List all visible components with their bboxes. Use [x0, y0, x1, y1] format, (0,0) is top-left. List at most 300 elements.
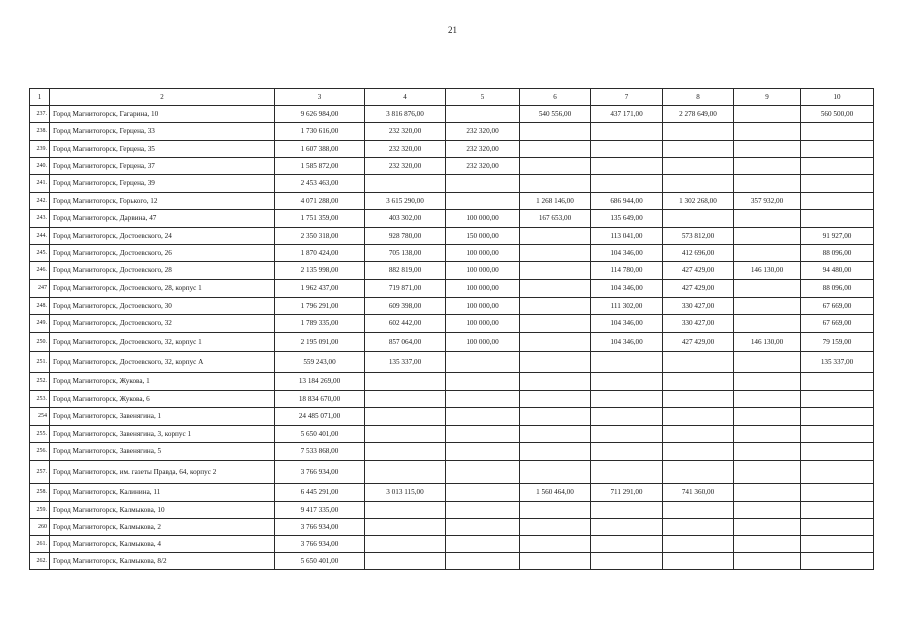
table-cell: 2 278 649,00 — [663, 106, 734, 123]
table-cell: 100 000,00 — [446, 315, 520, 333]
table-cell: 232 320,00 — [446, 158, 520, 175]
table-cell — [520, 228, 591, 245]
table-cell: 1 751 359,00 — [275, 210, 365, 228]
table-row — [30, 175, 874, 193]
table-cell: 67 669,00 — [801, 298, 874, 315]
table-cell: 232 320,00 — [365, 141, 446, 158]
table-cell — [446, 352, 520, 373]
table-cell — [591, 123, 663, 141]
table-cell: 741 360,00 — [663, 484, 734, 502]
table-cell — [446, 175, 520, 193]
table-cell — [365, 175, 446, 193]
table-cell: Город Магнитогорск, Завенягина, 3, корпус 1 — [50, 426, 275, 443]
table-cell: 232 320,00 — [446, 141, 520, 158]
table-cell: 609 398,00 — [365, 298, 446, 315]
table-row — [30, 373, 874, 391]
table-cell: Город Магнитогорск, Калмыкова, 8/2 — [50, 553, 275, 570]
table-cell: Город Магнитогорск, Горького, 12 — [50, 193, 275, 210]
table-cell — [520, 141, 591, 158]
table-cell: 91 927,00 — [801, 228, 874, 245]
table-cell: 427 429,00 — [663, 280, 734, 298]
table-cell: 573 812,00 — [663, 228, 734, 245]
table-cell: 247 — [30, 280, 50, 298]
table-cell — [734, 426, 801, 443]
table-cell — [365, 461, 446, 484]
table-cell — [446, 484, 520, 502]
table-cell: 244. — [30, 228, 50, 245]
table-cell — [520, 352, 591, 373]
table-cell: 167 653,00 — [520, 210, 591, 228]
table-cell — [734, 502, 801, 519]
table-cell — [801, 502, 874, 519]
table-cell: 857 064,00 — [365, 333, 446, 352]
table-cell: 560 500,00 — [801, 106, 874, 123]
header-cell: 3 — [275, 89, 365, 106]
table-cell — [663, 141, 734, 158]
header-cell: 6 — [520, 89, 591, 106]
table-cell: 7 533 868,00 — [275, 443, 365, 461]
table-cell — [801, 443, 874, 461]
table-cell: Город Магнитогорск, Калмыкова, 4 — [50, 536, 275, 553]
table-cell — [734, 391, 801, 408]
table-cell — [734, 175, 801, 193]
table-cell: Город Магнитогорск, Герцена, 39 — [50, 175, 275, 193]
table-cell: 686 944,00 — [591, 193, 663, 210]
table-cell — [801, 391, 874, 408]
table-cell: 13 184 269,00 — [275, 373, 365, 391]
header-cell: 5 — [446, 89, 520, 106]
table-cell: 9 417 335,00 — [275, 502, 365, 519]
table-cell — [663, 502, 734, 519]
table-cell — [446, 106, 520, 123]
table-cell — [591, 391, 663, 408]
table-cell: 240. — [30, 158, 50, 175]
table-cell — [365, 502, 446, 519]
table-row — [30, 280, 874, 298]
table-cell: 100 000,00 — [446, 210, 520, 228]
table-cell — [520, 123, 591, 141]
table-cell: Город Магнитогорск, Калмыкова, 10 — [50, 502, 275, 519]
table-cell — [801, 536, 874, 553]
table-cell: 150 000,00 — [446, 228, 520, 245]
table-cell — [734, 298, 801, 315]
table-cell: 262. — [30, 553, 50, 570]
table-cell: 104 346,00 — [591, 333, 663, 352]
table-cell: 6 445 291,00 — [275, 484, 365, 502]
table-row — [30, 141, 874, 158]
table-cell — [663, 461, 734, 484]
table-cell — [734, 245, 801, 262]
table-cell — [365, 426, 446, 443]
table-cell — [520, 298, 591, 315]
table-cell — [801, 373, 874, 391]
table-cell: 260 — [30, 519, 50, 536]
table-cell — [520, 333, 591, 352]
table-cell — [663, 553, 734, 570]
table-cell: 3 816 876,00 — [365, 106, 446, 123]
header-cell: 9 — [734, 89, 801, 106]
table-cell — [365, 373, 446, 391]
table-cell — [591, 141, 663, 158]
table-cell: Город Магнитогорск, Достоевского, 32 — [50, 315, 275, 333]
table-cell: 3 766 934,00 — [275, 461, 365, 484]
table-cell — [801, 484, 874, 502]
table-cell — [446, 408, 520, 426]
table-cell: 427 429,00 — [663, 333, 734, 352]
table-cell: 88 096,00 — [801, 245, 874, 262]
table-cell — [801, 461, 874, 484]
table-cell — [801, 175, 874, 193]
table-cell — [801, 210, 874, 228]
table-cell: 94 480,00 — [801, 262, 874, 280]
table-cell: 100 000,00 — [446, 262, 520, 280]
table-row — [30, 536, 874, 553]
table-cell — [365, 443, 446, 461]
table-cell: 242. — [30, 193, 50, 210]
table-cell: Город Магнитогорск, Достоевского, 26 — [50, 245, 275, 262]
table-row — [30, 210, 874, 228]
table-cell — [446, 443, 520, 461]
table-row — [30, 391, 874, 408]
data-table — [29, 88, 874, 570]
table-cell — [365, 391, 446, 408]
table-cell — [663, 443, 734, 461]
table-cell — [591, 175, 663, 193]
table-cell — [520, 519, 591, 536]
table-cell — [734, 408, 801, 426]
table-cell — [520, 262, 591, 280]
table-row — [30, 315, 874, 333]
table-row — [30, 461, 874, 484]
table-cell — [365, 408, 446, 426]
table-cell: 330 427,00 — [663, 298, 734, 315]
table-cell: Город Магнитогорск, Калинина, 11 — [50, 484, 275, 502]
table-cell: 237. — [30, 106, 50, 123]
table-cell — [663, 536, 734, 553]
table-cell — [520, 175, 591, 193]
table-cell — [734, 352, 801, 373]
table-cell: 1 962 437,00 — [275, 280, 365, 298]
table-cell: 403 302,00 — [365, 210, 446, 228]
table-cell: Город Магнитогорск, им. газеты Правда, 64, корпус 2 — [50, 461, 275, 484]
table-cell: 249. — [30, 315, 50, 333]
table-cell: 412 696,00 — [663, 245, 734, 262]
table-cell — [591, 443, 663, 461]
table-cell — [663, 158, 734, 175]
table-cell — [591, 158, 663, 175]
table-cell: 1 585 872,00 — [275, 158, 365, 175]
table-cell — [520, 408, 591, 426]
table-row — [30, 408, 874, 426]
table-cell — [734, 141, 801, 158]
table-cell: 559 243,00 — [275, 352, 365, 373]
table-cell: 24 485 071,00 — [275, 408, 365, 426]
table-cell — [734, 106, 801, 123]
table-row — [30, 193, 874, 210]
table-cell — [734, 443, 801, 461]
table-cell: Город Магнитогорск, Гагарина, 10 — [50, 106, 275, 123]
table-cell: 246. — [30, 262, 50, 280]
table-cell — [801, 123, 874, 141]
table-cell — [446, 536, 520, 553]
table-cell: 5 650 401,00 — [275, 553, 365, 570]
table-cell: 437 171,00 — [591, 106, 663, 123]
table-cell: 232 320,00 — [365, 158, 446, 175]
table-cell — [520, 426, 591, 443]
table-cell: 259. — [30, 502, 50, 519]
table-cell: 3 766 934,00 — [275, 536, 365, 553]
table-cell: Город Магнитогорск, Герцена, 33 — [50, 123, 275, 141]
table-cell — [734, 228, 801, 245]
table-row — [30, 502, 874, 519]
table-row — [30, 245, 874, 262]
table-cell — [591, 553, 663, 570]
table-cell: 1 789 335,00 — [275, 315, 365, 333]
table-cell: 79 159,00 — [801, 333, 874, 352]
table-cell: 9 626 984,00 — [275, 106, 365, 123]
table-cell — [520, 280, 591, 298]
table-cell: 243. — [30, 210, 50, 228]
table-cell — [663, 426, 734, 443]
header-cell: 7 — [591, 89, 663, 106]
table-cell: 245. — [30, 245, 50, 262]
table-cell — [520, 373, 591, 391]
table-row — [30, 333, 874, 352]
page-number: 21 — [448, 25, 457, 35]
table-row — [30, 484, 874, 502]
table-cell: 2 195 091,00 — [275, 333, 365, 352]
table-cell: 2 135 998,00 — [275, 262, 365, 280]
table-cell: 261. — [30, 536, 50, 553]
table-cell: 241. — [30, 175, 50, 193]
table-cell: 239. — [30, 141, 50, 158]
table-cell — [663, 175, 734, 193]
table-row — [30, 553, 874, 570]
table-cell: 928 780,00 — [365, 228, 446, 245]
table-cell: 232 320,00 — [446, 123, 520, 141]
table-cell: 5 650 401,00 — [275, 426, 365, 443]
table-row — [30, 228, 874, 245]
table-cell — [734, 536, 801, 553]
table-cell — [365, 536, 446, 553]
table-cell: 258. — [30, 484, 50, 502]
table-cell — [520, 536, 591, 553]
table-cell: 67 669,00 — [801, 315, 874, 333]
table-cell: 4 071 288,00 — [275, 193, 365, 210]
table-row — [30, 158, 874, 175]
table-cell: Город Магнитогорск, Герцена, 37 — [50, 158, 275, 175]
table-cell: Город Магнитогорск, Жукова, 1 — [50, 373, 275, 391]
table-cell: 2 350 318,00 — [275, 228, 365, 245]
table-cell — [520, 553, 591, 570]
table-cell: 104 346,00 — [591, 280, 663, 298]
table-cell: 1 607 388,00 — [275, 141, 365, 158]
table-cell — [734, 315, 801, 333]
table-row — [30, 426, 874, 443]
table-cell: 1 268 146,00 — [520, 193, 591, 210]
table-cell — [446, 502, 520, 519]
table-cell: 257. — [30, 461, 50, 484]
table-cell: Город Магнитогорск, Достоевского, 28 — [50, 262, 275, 280]
table-cell — [801, 426, 874, 443]
table-cell: 719 871,00 — [365, 280, 446, 298]
table-cell — [591, 519, 663, 536]
table-cell: 3 766 934,00 — [275, 519, 365, 536]
header-cell: 1 — [30, 89, 50, 106]
table-cell: 252. — [30, 373, 50, 391]
table-cell — [801, 141, 874, 158]
table-cell — [734, 484, 801, 502]
table-row — [30, 298, 874, 315]
table-cell: 104 346,00 — [591, 245, 663, 262]
table-cell — [734, 553, 801, 570]
table-header-row — [30, 89, 874, 106]
table-cell — [446, 193, 520, 210]
table-cell — [446, 553, 520, 570]
table-cell: 3 615 290,00 — [365, 193, 446, 210]
table-cell — [520, 502, 591, 519]
table-cell — [591, 536, 663, 553]
table-cell: 146 130,00 — [734, 333, 801, 352]
table-cell: 88 096,00 — [801, 280, 874, 298]
table-cell — [365, 519, 446, 536]
table-row — [30, 106, 874, 123]
table-cell: 602 442,00 — [365, 315, 446, 333]
table-cell — [591, 426, 663, 443]
table-cell: 232 320,00 — [365, 123, 446, 141]
table-cell — [446, 373, 520, 391]
table-cell: 135 337,00 — [365, 352, 446, 373]
table-cell — [520, 461, 591, 484]
table-cell: 1 796 291,00 — [275, 298, 365, 315]
table-cell: 18 834 670,00 — [275, 391, 365, 408]
table-cell — [801, 519, 874, 536]
table-cell: 113 041,00 — [591, 228, 663, 245]
table-row — [30, 443, 874, 461]
table-cell — [663, 519, 734, 536]
table-cell: 248. — [30, 298, 50, 315]
table-cell — [663, 210, 734, 228]
table-cell: Город Магнитогорск, Завенягина, 1 — [50, 408, 275, 426]
table-cell: 100 000,00 — [446, 245, 520, 262]
table-cell: 882 819,00 — [365, 262, 446, 280]
table-cell: 111 302,00 — [591, 298, 663, 315]
table-cell: Город Магнитогорск, Достоевского, 32, корпус А — [50, 352, 275, 373]
table-cell: Город Магнитогорск, Завенягина, 5 — [50, 443, 275, 461]
table-cell: Город Магнитогорск, Герцена, 35 — [50, 141, 275, 158]
table-cell — [734, 280, 801, 298]
table-cell: 357 932,00 — [734, 193, 801, 210]
table-cell — [520, 443, 591, 461]
table-cell: 100 000,00 — [446, 298, 520, 315]
table-row — [30, 123, 874, 141]
table-cell — [591, 373, 663, 391]
table-cell: 330 427,00 — [663, 315, 734, 333]
table-row — [30, 519, 874, 536]
table-cell — [446, 426, 520, 443]
table-cell — [520, 245, 591, 262]
table-cell: 3 013 115,00 — [365, 484, 446, 502]
table-cell: 135 337,00 — [801, 352, 874, 373]
table-cell — [734, 519, 801, 536]
table-cell: 146 130,00 — [734, 262, 801, 280]
table-cell: Город Магнитогорск, Достоевского, 24 — [50, 228, 275, 245]
header-cell: 8 — [663, 89, 734, 106]
table-cell — [734, 461, 801, 484]
table-cell — [801, 158, 874, 175]
table-cell: Город Магнитогорск, Достоевского, 32, корпус 1 — [50, 333, 275, 352]
table-cell: 256. — [30, 443, 50, 461]
table-cell: 100 000,00 — [446, 333, 520, 352]
table-cell: 427 429,00 — [663, 262, 734, 280]
header-cell: 4 — [365, 89, 446, 106]
table-cell — [446, 391, 520, 408]
table-cell — [801, 553, 874, 570]
table-cell: 114 780,00 — [591, 262, 663, 280]
table-cell: Город Магнитогорск, Дарвина, 47 — [50, 210, 275, 228]
table-cell — [734, 123, 801, 141]
table-cell — [520, 158, 591, 175]
table-cell — [663, 408, 734, 426]
table-cell — [734, 158, 801, 175]
table-cell — [663, 352, 734, 373]
table-cell — [734, 373, 801, 391]
table-cell: Город Магнитогорск, Достоевского, 30 — [50, 298, 275, 315]
table-cell — [591, 461, 663, 484]
table-cell — [663, 373, 734, 391]
table-cell — [663, 391, 734, 408]
table-cell: 251. — [30, 352, 50, 373]
table-cell — [591, 352, 663, 373]
table-cell: 705 138,00 — [365, 245, 446, 262]
table-cell: Город Магнитогорск, Калмыкова, 2 — [50, 519, 275, 536]
header-cell: 10 — [801, 89, 874, 106]
table-cell: 135 649,00 — [591, 210, 663, 228]
table-cell: 1 730 616,00 — [275, 123, 365, 141]
table-cell — [734, 210, 801, 228]
table-cell: 1 560 464,00 — [520, 484, 591, 502]
table-cell: 1 302 268,00 — [663, 193, 734, 210]
table-cell: 238. — [30, 123, 50, 141]
table-cell — [446, 461, 520, 484]
table-cell: 254 — [30, 408, 50, 426]
table-cell: 711 291,00 — [591, 484, 663, 502]
table-cell: 100 000,00 — [446, 280, 520, 298]
table-cell: 255. — [30, 426, 50, 443]
table-cell — [801, 408, 874, 426]
table-cell — [365, 553, 446, 570]
table-cell — [446, 519, 520, 536]
table-cell: 250. — [30, 333, 50, 352]
table-cell: 104 346,00 — [591, 315, 663, 333]
table-row — [30, 262, 874, 280]
table-cell: 253. — [30, 391, 50, 408]
table-cell — [591, 408, 663, 426]
table-cell — [520, 391, 591, 408]
header-cell: 2 — [50, 89, 275, 106]
table-cell — [591, 502, 663, 519]
table-body — [30, 89, 874, 570]
table-cell — [663, 123, 734, 141]
table-cell: Город Магнитогорск, Жукова, 6 — [50, 391, 275, 408]
table-cell: 2 453 463,00 — [275, 175, 365, 193]
table-cell — [801, 193, 874, 210]
table-cell: 1 870 424,00 — [275, 245, 365, 262]
table-cell — [520, 315, 591, 333]
table-row — [30, 352, 874, 373]
table-cell: 540 556,00 — [520, 106, 591, 123]
table-cell: Город Магнитогорск, Достоевского, 28, корпус 1 — [50, 280, 275, 298]
